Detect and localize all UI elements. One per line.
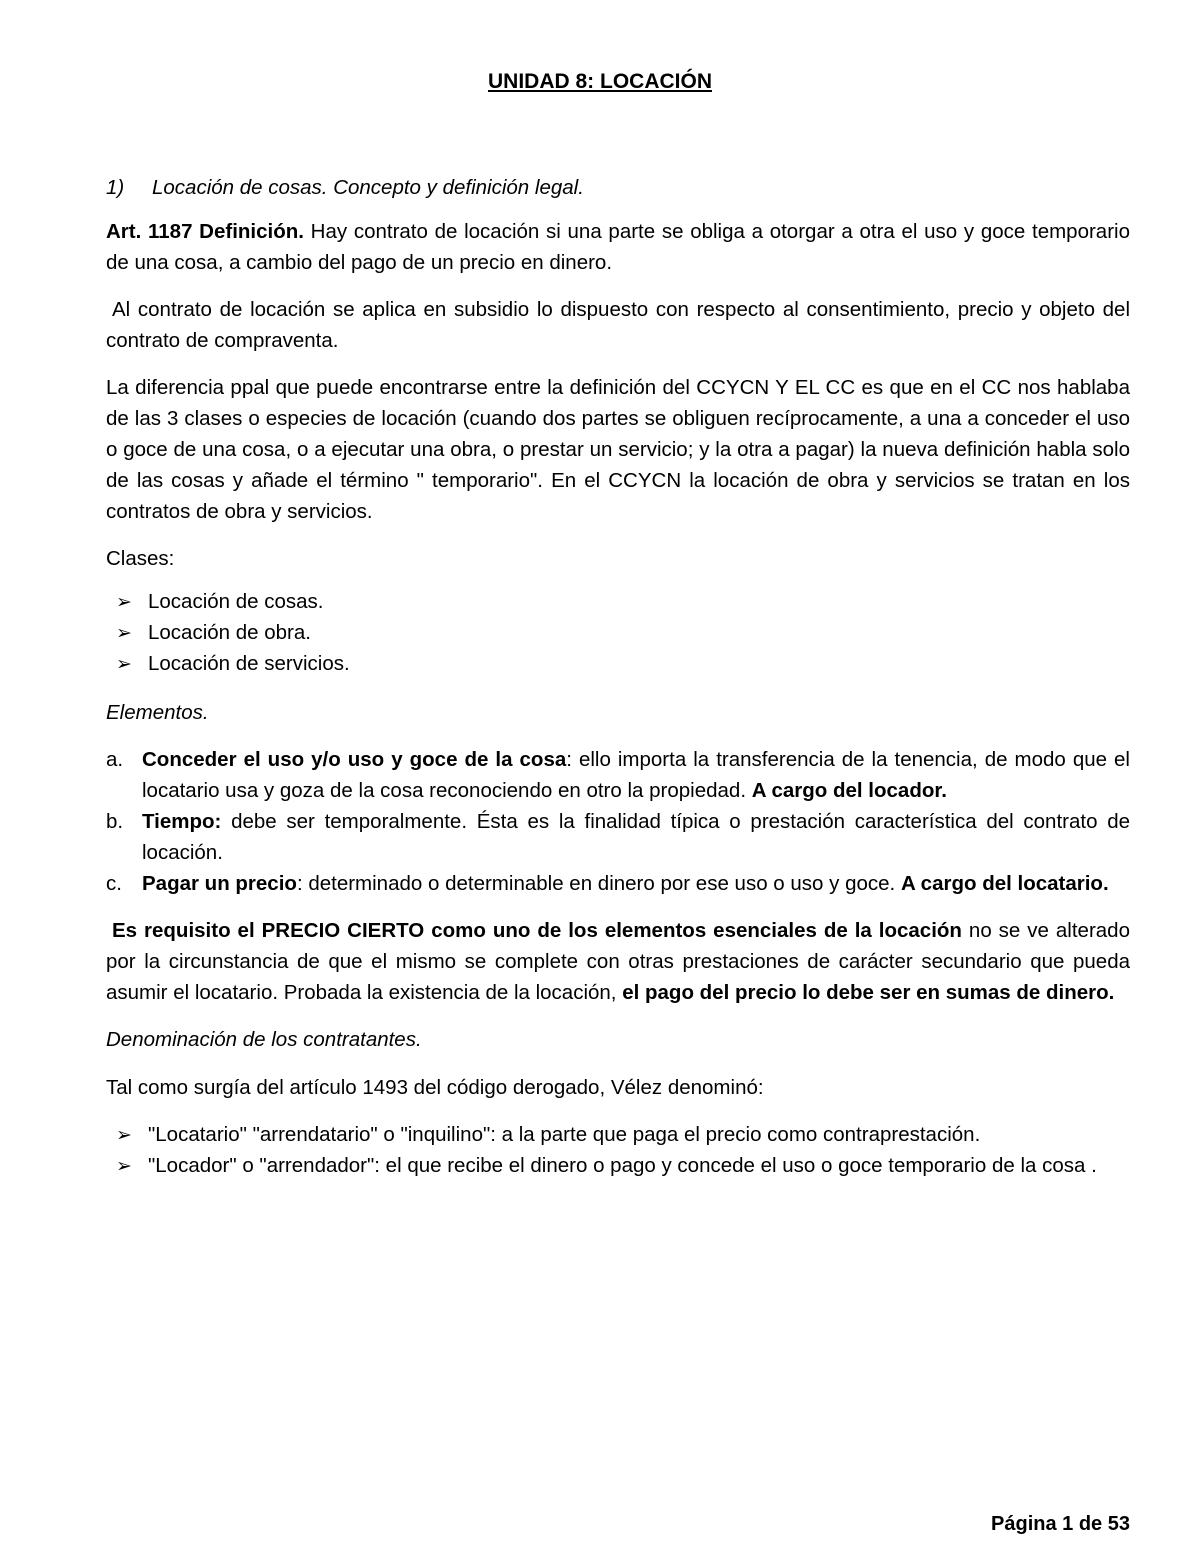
paragraph-subsidio: Al contrato de locación se aplica en subsidio lo dispuesto con respecto al consentimiento, precio y objeto del contrato de compraventa. <box>106 298 1130 352</box>
list-item: ➢ "Locador" o "arrendador": el que recibe el dinero o pago y concede el uso o goce temporario de la cosa . <box>116 1150 1130 1181</box>
clases-label: Clases: <box>106 547 175 570</box>
elementos-heading: Elementos. <box>106 701 209 724</box>
document-body <box>106 172 1130 1181</box>
article-text: Hay contrato de locación si una parte se obliga a otorgar a otra el uso y goce temporario de una cosa, a cambio del pago de un precio en dinero. <box>106 220 1130 274</box>
article-paragraph <box>106 216 1130 278</box>
section-title: Locación de cosas. Concepto y definición legal. <box>152 176 584 199</box>
denominacion-intro: Tal como surgía del artículo 1493 del código derogado, Vélez denominó: <box>106 1076 764 1099</box>
paragraph-requisito: Es requisito el PRECIO CIERTO como uno de los elementos esenciales de la locación no se ve alterado por la circunstancia de que el mismo se complete con otras prestaciones de carácter secundario que pueda asumir el locatario. Probada la existencia de la locación, el pago del precio lo debe ser en sumas de dinero. <box>106 919 1130 1004</box>
page-number: Página 1 de 53 <box>991 1513 1130 1535</box>
denominacion-heading: Denominación de los contratantes. <box>106 1028 422 1051</box>
arrow-bullet-icon: ➢ <box>116 654 132 675</box>
page-title: UNIDAD 8: LOCACIÓN <box>488 70 712 93</box>
clases-list <box>116 586 1130 679</box>
section-number: 1) <box>106 176 125 199</box>
list-item: ➢ Locación de obra. <box>116 617 1130 648</box>
list-item: b. Tiempo: debe ser temporalmente. Ésta es la finalidad típica o prestación característica del contrato de locación. <box>106 810 1130 864</box>
list-item: c. Pagar un precio: determinado o determinable en dinero por ese uso o uso y goce. A cargo del locatario. <box>106 872 1109 895</box>
list-item: ➢ Locación de cosas. <box>116 586 1130 617</box>
arrow-bullet-icon: ➢ <box>116 1156 132 1177</box>
arrow-bullet-icon: ➢ <box>116 592 132 613</box>
arrow-bullet-icon: ➢ <box>116 1125 132 1146</box>
section-heading <box>106 172 1130 203</box>
list-item: a. Conceder el uso y/o uso y goce de la cosa: ello importa la transferencia de la tenencia, de modo que el locatario usa y goza de la cosa reconociendo en otro la propiedad. A cargo del locador. <box>106 748 1130 802</box>
denominacion-list <box>116 1119 1130 1181</box>
article-title: Art. 1187 Definición. <box>106 220 304 243</box>
list-item: ➢ "Locatario" "arrendatario" o "inquilino": a la parte que paga el precio como contraprestación. <box>116 1119 1130 1150</box>
elementos-list <box>106 744 1130 899</box>
paragraph-diferencia: La diferencia ppal que puede encontrarse entre la definición del CCYCN Y EL CC es que en el CC nos hablaba de las 3 clases o especies de locación (cuando dos partes se obliguen recíprocamente, a una a conceder el uso o goce de una cosa, o a ejecutar una obra, o prestar un servicio; y la otra a pagar) la nueva definición habla solo de las cosas y añade el término " temporario". En el CCYCN la locación de obra y servicios se tratan en los contratos de obra y servicios. <box>106 376 1130 523</box>
list-item: ➢ Locación de servicios. <box>116 648 1130 679</box>
arrow-bullet-icon: ➢ <box>116 623 132 644</box>
